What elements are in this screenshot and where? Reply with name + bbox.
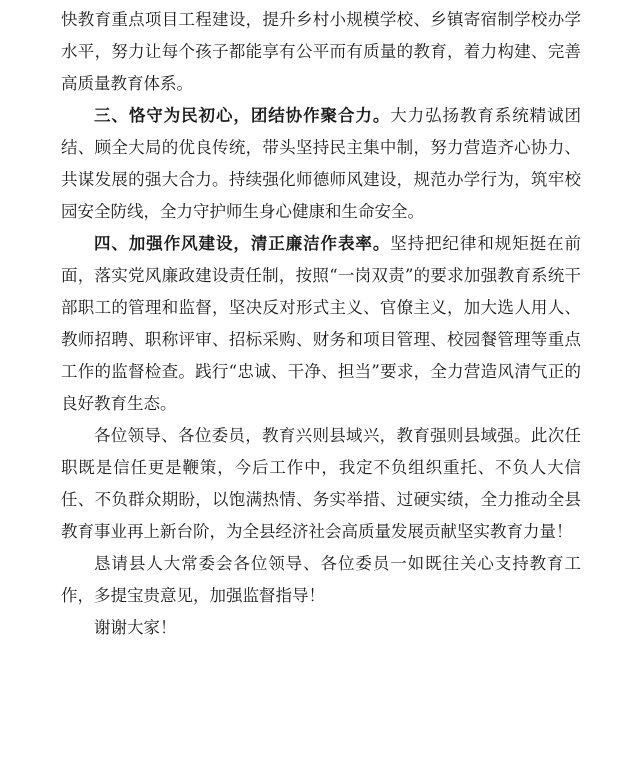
- paragraph-thanks: 谢谢大家！: [94, 618, 177, 637]
- section-four-heading: 四、加强作风建设，清正廉洁作表率。: [94, 234, 391, 253]
- section-four-body: 坚持把纪律和规矩挺在前面，落实党风廉政建设责任制，按照“一岗双责”的要求加强教育系统干部职工的管理和监督，坚决反对形式主义、官僚主义，加大选人用人、教师招聘、职称评审、招标采购、财务和项目管理、校园餐管理等重点工作的监督检查。践行“忠诚、干净、担当”要求，全力营造风清气正的良好教育生态。: [61, 234, 582, 413]
- paragraph-continuation: 快教育重点项目工程建设，提升乡村小规模学校、乡镇寄宿制学校办学水平，努力让每个孩子都能享有公平而有质量的教育，着力构建、完善高质量教育体系。: [61, 10, 581, 93]
- paragraph-commitment: 各位领导、各位委员，教育兴则县域兴，教育强则县域强。此次任职既是信任更是鞭策，今后工作中，我定不负组织重托、不负人大信任、不负群众期盼，以饱满热情、务实举措、过硬实绩，全力推动全县教育事业再上新台阶，为全县经济社会高质量发展贡献坚实教育力量！: [61, 426, 581, 541]
- paragraph-section-three: [61, 100, 581, 228]
- section-three-heading: 三、恪守为民初心，团结协作聚合力。: [94, 106, 391, 125]
- document-page: [61, 4, 581, 644]
- section-three-body: 大力弘扬教育系统精诚团结、顾全大局的优良传统，带头坚持民主集中制，努力营造齐心协力、共谋发展的强大合力。持续强化师德师风建设，规范办学行为，筑牢校园安全防线，全力守护师生身心健康和生命安全。: [61, 106, 582, 221]
- paragraph-request: 恳请县人大常委会各位领导、各位委员一如既往关心支持教育工作，多提宝贵意见，加强监督指导！: [61, 554, 581, 605]
- paragraph-section-four: [61, 228, 581, 420]
